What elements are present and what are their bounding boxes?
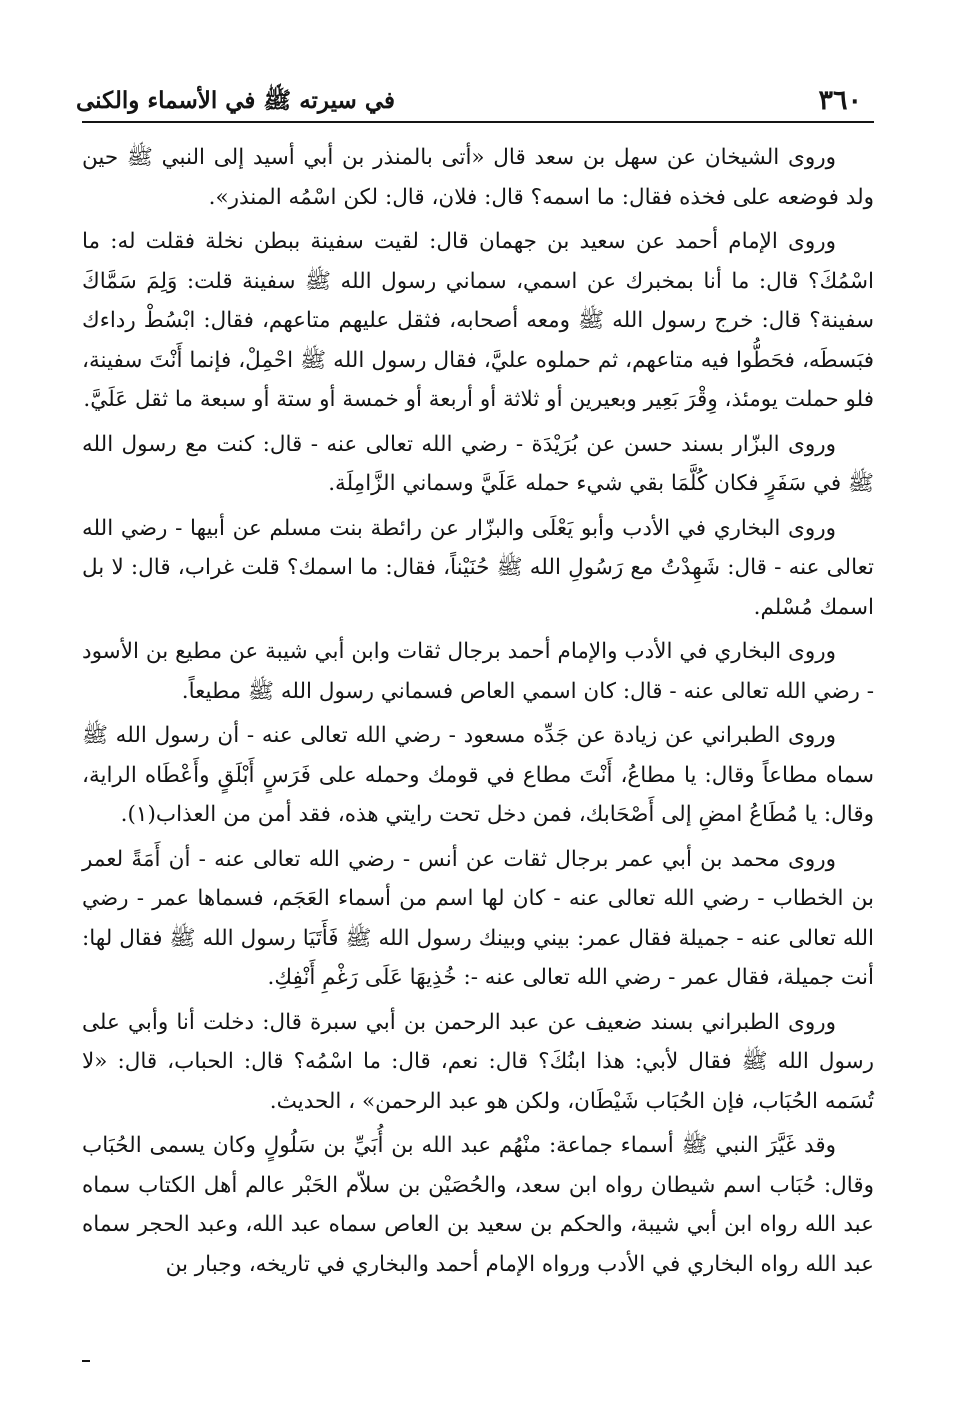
paragraph-2: وروى الإمام أحمد عن سعيد بن جهمان قال: لقيت سفينة ببطن نخلة فقلت له: ما اسْمُكَ؟ قال: ما أنا بمخبرك عن اسمي، سماني رسول الله ﷺ سفينة قلت: وَلِمَ سَمَّاكَ سفينة؟ قال: خرج رسول الله ﷺ ومعه أصحابه، فثقل عليهم متاعهم، فقال: ابْسُطْ رداءك فبَسطَه، فحَطُّوا فيه متاعهم، ثم حملوه عليَّ، فقال رسول الله ﷺ احْمِلْ، فإنما أَنْتَ سفينة، فلو حملت يومئذ، وِقْرَ بَعِير وبعيرين أو ثلاثة أو أربعة أو خمسة أو ستة أو سبعة ما ثقل عَلَيَّ.: [82, 229, 874, 412]
paragraph-9: وقد غَيَّرَ النبي ﷺ أسماء جماعة: منْهُم عبد الله بن أُبَيِّ بن سَلُولٍ وكان يسمى الحُبَاب وقال: حُبَاب اسم شيطان رواه ابن سعد، والحُصَيْن بن سلاّم الحَبْر عالم أهل الكتاب سماه عبد الله رواه ابن أبي شيبة، والحكم بن سعيد بن العاص سماه عبد الله، وعبد الحجر سماه عبد الله رواه البخاري في الأدب ورواه الإمام أحمد والبخاري في تاريخه، وجبار بن: [82, 1133, 874, 1277]
body-text: [82, 138, 874, 1289]
paragraph-3: وروى البزّار بسند حسن عن بُرَيْدَة - رضي الله تعالى عنه - قال: كنت مع رسول الله ﷺ في سَفَرٍ فكان كُلَّمَا بقي شيء حمله عَلَيَّ وسماني الزَّامِلَة.: [82, 431, 874, 496]
paragraph-4: وروى البخاري في الأدب وأبو يَعْلَى والبزّار عن رائطة بنت مسلم عن أبيها - رضي الله تعالى عنه - قال: شَهِدْتُ مع رَسُولِ الله ﷺ حُنَيْناً، فقال: ما اسمك؟ قلت غراب، قال: لا بل اسمك مُسْلم.: [82, 515, 874, 620]
running-title: في سيرته ﷺ في الأسماء والكنى: [76, 87, 396, 114]
footer-mark: [82, 1360, 90, 1362]
page-number: ٣٦٠: [818, 85, 862, 116]
page-header: [76, 82, 872, 120]
paragraph-7: وروى محمد بن أبي عمر برجال ثقات عن أنس - رضي الله تعالى عنه - أن أَمَةً لعمر بن الخطاب - رضي الله تعالى عنه - كان لها اسم من أسماء العَجَم، فسماها عمر - رضي الله تعالى عنه - جميلة فقال عمر: بيني وبينك رسول الله ﷺ فَأَتَيَا رسول الله ﷺ فقال لها: أنت جميلة، فقال عمر - رضي الله تعالى عنه -: خُذِيهَا عَلَى رَغْمِ أَنْفِكِ.: [82, 846, 874, 990]
header-rule: [82, 121, 874, 123]
paragraph-5: وروى البخاري في الأدب والإمام أحمد برجال ثقات وابن أبي شيبة عن مطيع بن الأسود - رضي الله تعالى عنه - قال: كان اسمي العاص فسماني رسول الله ﷺ مطيعاً.: [82, 639, 874, 704]
paragraph-6: وروى الطبراني عن زيادة عن جَدِّه مسعود - رضي الله تعالى عنه - أن رسول الله ﷺ سماه مطاعاً وقال: يا مطاعُ، أَنْتَ مطاع في قومك وحمله على فَرَسٍ أَبْلَقٍ وأَعْطَاه الراية، وقال: يا مُطَاعُ امضِ إلى أَصْحَابك، فمن دخل تحت رايتي هذه، فقد أمن من العذاب(١).: [82, 723, 874, 827]
paragraph-8: وروى الطبراني بسند ضعيف عن عبد الرحمن بن أبي سبرة قال: دخلت أنا وأبي على رسول الله ﷺ فقال لأبي: هذا ابنُكَ؟ قال: نعم، قال: ما اسْمُه؟ قال: الحباب، قال: «لا تُسَمه الحُبَاب، فإن الحُبَاب شَيْطَان، ولكن هو عبد الرحمن» ، الحديث.: [82, 1009, 874, 1114]
paragraph-1: وروى الشيخان عن سهل بن سعد قال «أتى بالمنذر بن أبي أسيد إلى النبي ﷺ حين ولد فوضعه على فخذه فقال: ما اسمه؟ قال: فلان، قال: لكن اسْمُه المنذر».: [82, 145, 874, 210]
